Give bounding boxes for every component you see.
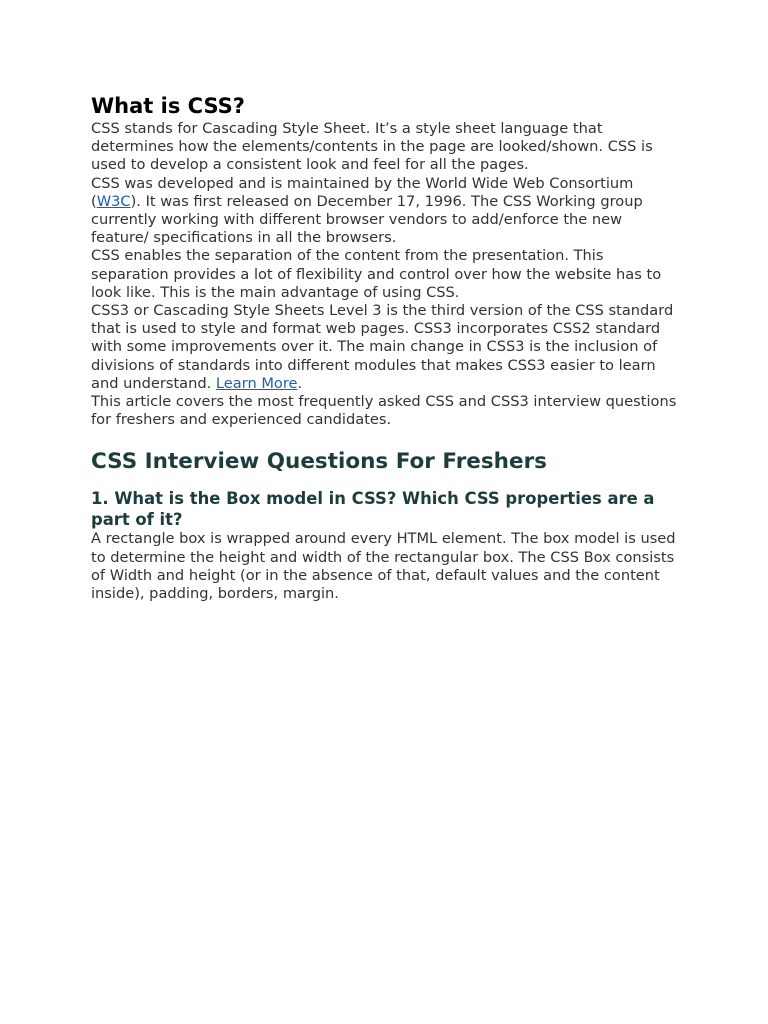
document-page xyxy=(91,92,681,603)
article-scope-text: This article covers the most frequently asked CSS and CSS3 interview questions for freshers and experienced candidates. xyxy=(91,393,677,429)
history-paragraph xyxy=(91,175,681,248)
article-scope-paragraph xyxy=(91,393,681,429)
history-text-before: CSS was developed and is maintained by the World Wide Web Consortium ( xyxy=(91,174,634,210)
question-heading: 1. What is the Box model in CSS? Which CSS properties are a part of it? xyxy=(91,489,655,529)
w3c-link[interactable]: W3C xyxy=(96,192,131,210)
page-title: What is CSS? xyxy=(91,94,245,118)
intro-text: CSS stands for Cascading Style Sheet. It’s a style sheet language that determines how the elements/contents in the page are looked/shown. CSS is used to develop a consistent look and feel for all the pages. xyxy=(91,120,653,174)
history-text-after: ). It was first released on December 17, 1996. The CSS Working group currently working with different browser vendors to add/enforce the new feature/ specifications in all the browsers. xyxy=(91,192,643,247)
separation-text: CSS enables the separation of the content from the presentation. This separation provides a lot of flexibility and control over how the website has to look like. This is the main advantage of using CSS. xyxy=(91,247,662,301)
answer-text: A rectangle box is wrapped around every HTML element. The box model is used to determine the height and width of the rectangular box. The CSS Box consists of Width and height (or in the absence of that, default values and the content inside), padding, borders, margin. xyxy=(91,530,676,603)
css3-text-before: CSS3 or Cascading Style Sheets Level 3 is the third version of the CSS standard that is used to style and format web pages. CSS3 incorporates CSS2 standard with some improvements over it. The main change in CSS3 is the inclusion of divisions of standards into different modules that makes CSS3 easier to learn and understand. xyxy=(91,302,674,392)
separation-paragraph xyxy=(91,247,681,302)
learn-more-link[interactable]: Learn More xyxy=(215,374,298,392)
intro-paragraph xyxy=(91,120,681,175)
css3-text-after: . xyxy=(297,374,303,392)
answer-paragraph xyxy=(91,530,681,603)
section-heading: CSS Interview Questions For Freshers xyxy=(91,449,547,475)
css3-paragraph xyxy=(91,302,681,393)
